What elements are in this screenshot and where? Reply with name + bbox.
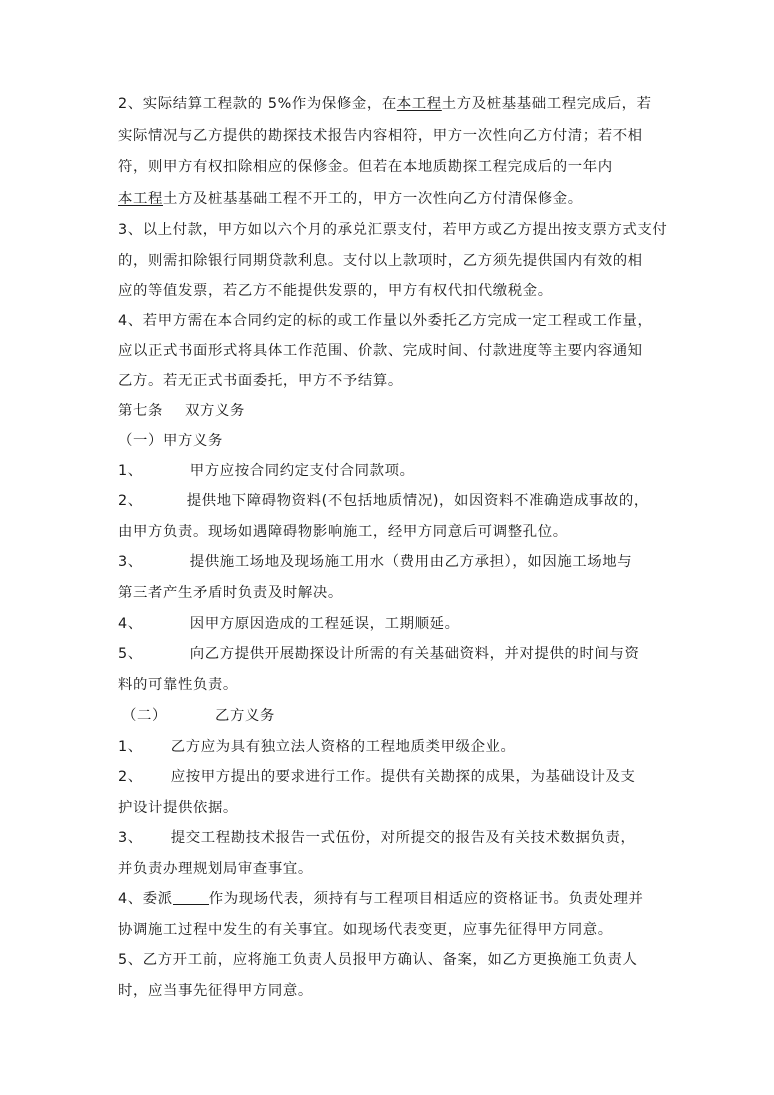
paragraph-line: 乙方。若无正式书面委托，甲方不予结算。 [118,373,403,389]
list-item-continued: 第三者产生矛盾时负责及时解决。 [118,585,343,601]
list-item-continued: 协调施工过程中发生的有关事宜。如现场代表变更，应事先征得甲方同意。 [118,922,613,938]
list-item: 2、 提供地下障碍物资料(不包括地质情况)，如因资料不准确造成事故的， [118,493,649,509]
list-item-continued: 由甲方负责。现场如遇障碍物影响施工，经甲方同意后可调整孔位。 [118,524,568,540]
paragraph-line: 的，则需扣除银行同期贷款利息。支付以上款项时，乙方须先提供国内有效的相 [118,253,643,269]
list-item-continued: 护设计提供依据。 [118,800,238,816]
section-heading: （一）甲方义务 [118,433,223,449]
list-item-continued: 时，应当事先征得甲方同意。 [118,983,313,999]
blank-fill-line [173,890,209,905]
list-item: 5、 向乙方提供开展勘探设计所需的有关基础资料，并对提供的时间与资 [118,646,640,662]
list-item: 4、 因甲方原因造成的工程延误，工期顺延。 [118,616,460,632]
paragraph-line: 应以正式书面形式将具体工作范围、价款、完成时间、付款进度等主要内容通知 [118,343,643,359]
list-item: 1、 甲方应按合同约定支付合同款项。 [118,463,415,479]
list-item-continued: 并负责办理规划局审查事宜。 [118,861,313,877]
paragraph-line: 4、若甲方需在本合同约定的标的或工作量以外委托乙方完成一定工程或工作量， [118,313,653,329]
underlined-term: 本工程 [396,96,442,112]
list-item: 4、委派 作为现场代表，须持有与工程项目相适应的资格证书。负责处理并 [118,891,644,907]
list-item: 2、 应按甲方提出的要求进行工作。提供有关勘探的成果，为基础设计及支 [118,769,636,785]
list-item: 5、乙方开工前，应将施工负责人员报甲方确认、备案，如乙方更换施工负责人 [118,952,638,968]
list-item-continued: 料的可靠性负责。 [118,677,238,693]
article-heading: 第七条 双方义务 [118,403,245,419]
list-item: 3、 提交工程勘技术报告一式伍份，对所提交的报告及有关技术数据负责， [118,830,636,846]
paragraph-line: 3、以上付款，甲方如以六个月的承兑汇票支付，若甲方或乙方提出按支票方式支付 [118,222,668,238]
paragraph-line: 2、实际结算工程款的 5%作为保修金，在本工程土方及桩基基础工程完成后，若 [118,96,652,112]
underlined-term: 本工程 [118,191,163,207]
paragraph-line: 符，则甲方有权扣除相应的保修金。但若在本地质勘探工程完成后的一年内 [118,159,613,175]
paragraph-line: 实际情况与乙方提供的勘探技术报告内容相符，甲方一次性向乙方付清；若不相 [118,128,643,144]
list-item: 3、 提供施工场地及现场施工用水（费用由乙方承担），如因施工场地与 [118,554,633,570]
list-item: 1、 乙方应为具有独立法人资格的工程地质类甲级企业。 [118,739,516,755]
paragraph-line: 应的等值发票，若乙方不能提供发票的，甲方有权代扣代缴税金。 [118,283,553,299]
paragraph-line: 本工程土方及桩基基础工程不开工的，甲方一次性向乙方付清保修金。 [118,191,583,207]
section-heading: （二） 乙方义务 [122,708,275,724]
